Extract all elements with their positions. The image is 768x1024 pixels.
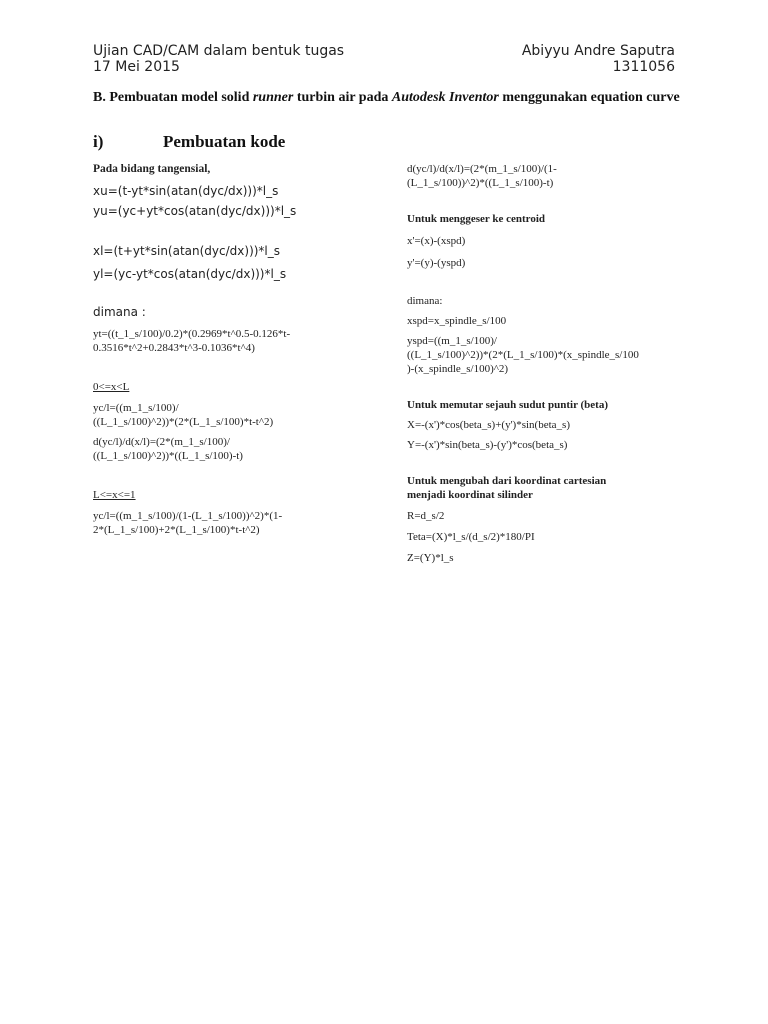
subsection-number: i) <box>93 132 104 151</box>
equation-R: R=d_s/2 <box>407 510 445 522</box>
equation-xspd: xspd=x_spindle_s/100 <box>407 315 507 327</box>
section-title-part: B. Pembuatan model solid <box>93 90 253 105</box>
equation-y-prime: y'=(y)-(yspd) <box>407 257 466 269</box>
header-student-id: 1311056 <box>612 59 675 75</box>
header-author: Abiyyu Andre Saputra <box>521 43 675 59</box>
equation-yt-line1: yt=((t_1_s/100)/0.2)*(0.2969*t^0.5-0.126*t- <box>93 328 291 340</box>
equation-yl: yl=(yc-yt*cos(atan(dyc/dx)))*l_s <box>93 267 287 281</box>
equation-Teta: Teta=(X)*l_s/(d_s/2)*180/PI <box>407 531 535 543</box>
equation-Z: Z=(Y)*l_s <box>407 552 454 564</box>
section-title-part: menggunakan equation curve <box>498 90 680 105</box>
cylinder-heading-line1: Untuk mengubah dari koordinat cartesian <box>407 475 607 487</box>
equation-xu: xu=(t-yt*sin(atan(dyc/dx)))*l_s <box>93 184 279 198</box>
equation-yspd-line3: )-(x_spindle_s/100)^2) <box>407 363 509 375</box>
dimana-label: dimana : <box>93 305 146 319</box>
equation-yt-line2: 0.3516*t^2+0.2843*t^3-0.1036*t^4) <box>93 342 255 354</box>
equation-dyc-line1: d(yc/l)/d(x/l)=(2*(m_1_s/100)/(1- <box>407 163 557 175</box>
equation-dycl-1-line1: d(yc/l)/d(x/l)=(2*(m_1_s/100)/ <box>93 436 230 448</box>
equation-yspd-line2: ((L_1_s/100)^2))*(2*(L_1_s/100)*(x_spindle_s/100 <box>407 349 639 361</box>
equation-xl: xl=(t+yt*sin(atan(dyc/dx)))*l_s <box>93 244 281 258</box>
section-title-part: turbin air pada <box>293 90 392 105</box>
equation-ycl-1-line2: ((L_1_s/100)^2))*(2*(L_1_s/100)*t-t^2) <box>93 416 274 428</box>
equation-ycl-2-line2: 2*(L_1_s/100)+2*(L_1_s/100)*t-t^2) <box>93 524 260 536</box>
right-column <box>407 162 687 565</box>
header-right <box>522 43 675 75</box>
section-title-italic: runner <box>252 90 294 105</box>
section-title <box>93 88 683 107</box>
left-column <box>93 162 393 537</box>
equation-ycl-2-line1: yc/l=((m_1_s/100)/(1-(L_1_s/100))^2)*(1- <box>93 510 283 522</box>
equation-X: X=-(x')*cos(beta_s)+(y')*sin(beta_s) <box>407 419 570 431</box>
rotate-heading: Untuk memutar sejauh sudut puntir (beta) <box>407 399 608 411</box>
equation-yu: yu=(yc+yt*cos(atan(dyc/dx)))*l_s <box>93 204 297 218</box>
subsection-heading <box>93 132 285 152</box>
header-date: 17 Mei 2015 <box>93 59 180 75</box>
dimana-label: dimana: <box>407 295 443 307</box>
equation-dycl-1-line2: ((L_1_s/100)^2))*((L_1_s/100)-t) <box>93 450 243 462</box>
equation-x-prime: x'=(x)-(xspd) <box>407 235 466 247</box>
equation-dyc-line2: (L_1_s/100))^2)*((L_1_s/100)-t) <box>407 177 554 189</box>
subsection-title: Pembuatan kode <box>163 132 286 151</box>
tangensial-heading: Pada bidang tangensial, <box>93 163 211 175</box>
section-title-italic: Autodesk Inventor <box>391 90 499 105</box>
centroid-heading: Untuk menggeser ke centroid <box>407 213 546 225</box>
header-left <box>93 43 344 75</box>
equation-ycl-1-line1: yc/l=((m_1_s/100)/ <box>93 402 179 414</box>
range-0-to-L: 0<=x<L <box>93 381 130 393</box>
range-L-to-1: L<=x<=1 <box>93 489 136 501</box>
header-course: Ujian CAD/CAM dalam bentuk tugas <box>93 43 345 59</box>
equation-yspd-line1: yspd=((m_1_s/100)/ <box>407 335 497 347</box>
equation-Y: Y=-(x')*sin(beta_s)-(y')*cos(beta_s) <box>407 439 568 451</box>
cylinder-heading-line2: menjadi koordinat silinder <box>407 489 533 501</box>
